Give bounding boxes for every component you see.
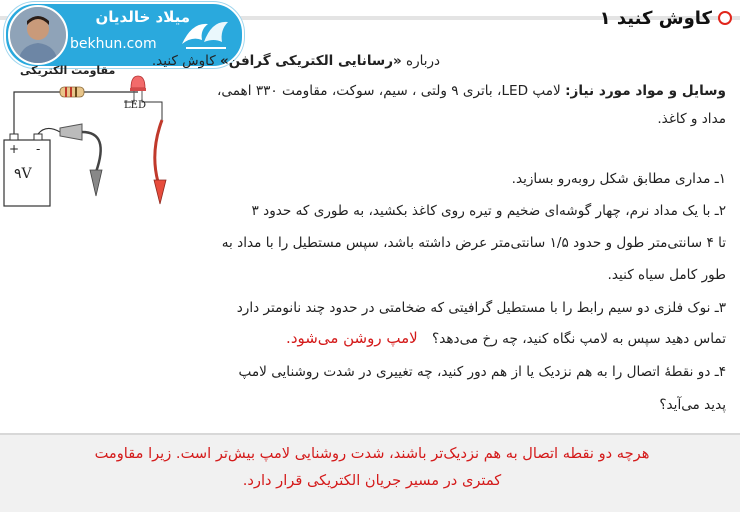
step-2-line-1: ۲ـ با یک مداد نرم، چهار گوشه‌ای ضخیم و تیره روی کاغذ بکشید، به طوری که حدود ۳ (251, 203, 726, 219)
answer-text (20, 440, 724, 494)
person-icon (10, 7, 66, 63)
step-2-line-2: تا ۴ سانتی‌متر طول و حدود ۱/۵ سانتی‌متر عرض داشته باشد، سپس مستطیل را با مداد به (221, 235, 726, 251)
step-3-question: تماس دهید سپس به لامپ نگاه کنید، چه رخ می‌دهد؟ (432, 331, 726, 347)
led-icon (130, 76, 146, 99)
subtitle-suffix: کاوش کنید. (151, 53, 216, 69)
step-3-line-1: ۳ـ نوک فلزی دو سیم رابط را با مستطیل گرافیتی که ضخامتی در حدود چند نانومتر دارد (236, 300, 726, 316)
subtitle (152, 53, 440, 69)
step-1: ۱ـ مداری مطابق شکل روبه‌رو بسازید. (511, 171, 726, 187)
battery-minus: - (36, 142, 41, 156)
step-3-line-2 (286, 327, 726, 350)
section-title (600, 4, 732, 32)
step-4-line-2: پدید می‌آید؟ (659, 397, 726, 413)
circuit-diagram (0, 62, 190, 222)
step-2-line-3: طور کامل سیاه کنید. (607, 267, 726, 283)
section-title-text: کاوش کنید ۱ (599, 7, 712, 29)
answer-line-2: کمتری در مسیر جریان الکتریکی قرار دارد. (242, 472, 502, 489)
led-label: LED (124, 100, 146, 111)
bekhun-logo-icon (178, 14, 232, 54)
step-3-answer: لامپ روشن می‌شود. (286, 329, 418, 347)
materials-line-2: مداد و کاغذ. (657, 111, 726, 127)
subtitle-prefix: درباره (406, 53, 440, 69)
title-bullet-icon (718, 11, 732, 25)
materials-label: وسایل و مواد مورد نیاز: (565, 83, 726, 99)
resistor-icon (60, 87, 84, 97)
materials-line (217, 80, 726, 102)
subtitle-topic: «رسانایی الکتریکی گرافن» (219, 53, 402, 69)
battery-label: ۹V (14, 166, 32, 182)
site-link[interactable]: bekhun.com (70, 36, 157, 52)
battery-plus: + (9, 142, 20, 156)
materials-list: لامپ LED، باتری ۹ ولتی ، سیم، سوکت، مقاومت ۳۳۰ اهمی، (216, 83, 561, 99)
author-name: میلاد خالدیان (95, 8, 190, 26)
step-4-line-1: ۴ـ دو نقطهٔ اتصال را به هم نزدیک یا از هم دور کنید، چه تغییری در شدت روشنایی لامپ (238, 364, 726, 380)
resistor-label: مقاومت الکتریکی (20, 64, 116, 77)
answer-line-1: هرچه دو نقطه اتصال به هم نزدیک‌تر باشند، شدت روشنایی لامپ بیش‌تر است. زیرا مقاومت (94, 445, 650, 462)
avatar (8, 5, 68, 65)
